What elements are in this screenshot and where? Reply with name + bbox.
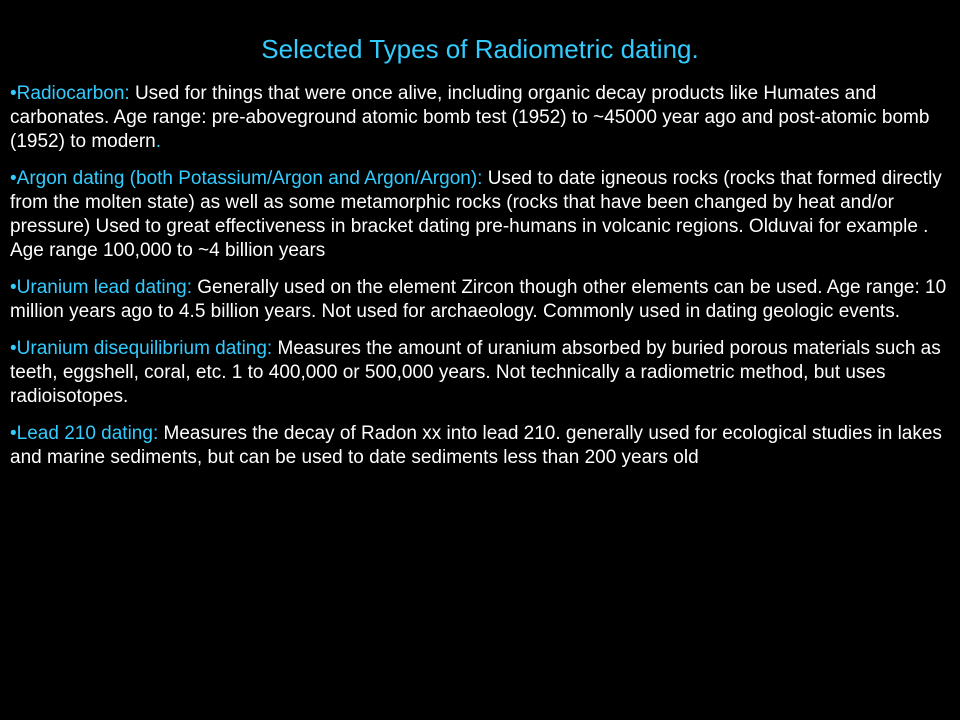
bullet-text: Used for things that were once alive, including organic decay products like Humates and carbonates. Age range: pre-aboveground atomic bomb test (1952) to ~45000 year ago and post-atomic bomb (1952) to modern	[10, 83, 930, 152]
slide-title: Selected Types of Radiometric dating.	[261, 34, 699, 64]
bullet-argon-dating	[10, 167, 952, 263]
bullet-term: •Argon dating (both Potassium/Argon and Argon/Argon):	[10, 168, 488, 189]
bullet-text: Measures the decay of Radon xx into lead 210. generally used for ecological studies in lakes and marine sediments, but can be used to date sediments less than 200 years old	[10, 423, 942, 468]
bullet-term: •Lead 210 dating:	[10, 423, 164, 444]
bullet-text: Generally used on the element Zircon though other elements can be used. Age range: 10 million years ago to 4.5 billion years. Not used for archaeology. Commonly used in dating geologic events.	[10, 277, 947, 322]
bullet-lead-210	[10, 422, 952, 470]
bullet-list	[10, 82, 952, 483]
bullet-term: •Radiocarbon:	[10, 83, 135, 104]
bullet-text: Measures the amount of uranium absorbed by buried porous materials such as teeth, eggshell, coral, etc. 1 to 400,000 or 500,000 years. Not technically a radiometric method, but uses radioisotopes.	[10, 338, 941, 407]
bullet-term: •Uranium disequilibrium dating:	[10, 338, 278, 359]
bullet-uranium-lead	[10, 276, 952, 324]
bullet-trail: .	[155, 131, 162, 152]
bullet-radiocarbon	[10, 82, 952, 154]
bullet-text: Used to date igneous rocks (rocks that formed directly from the molten state) as well as some metamorphic rocks (rocks that have been changed by heat and/or pressure) Used to great effectiveness in bracket dating pre-humans in volcanic regions. Olduvai for example . Age range 100,000 to ~4 billion years	[10, 168, 942, 261]
bullet-term: •Uranium lead dating:	[10, 277, 198, 298]
bullet-uranium-disequilibrium	[10, 337, 952, 409]
